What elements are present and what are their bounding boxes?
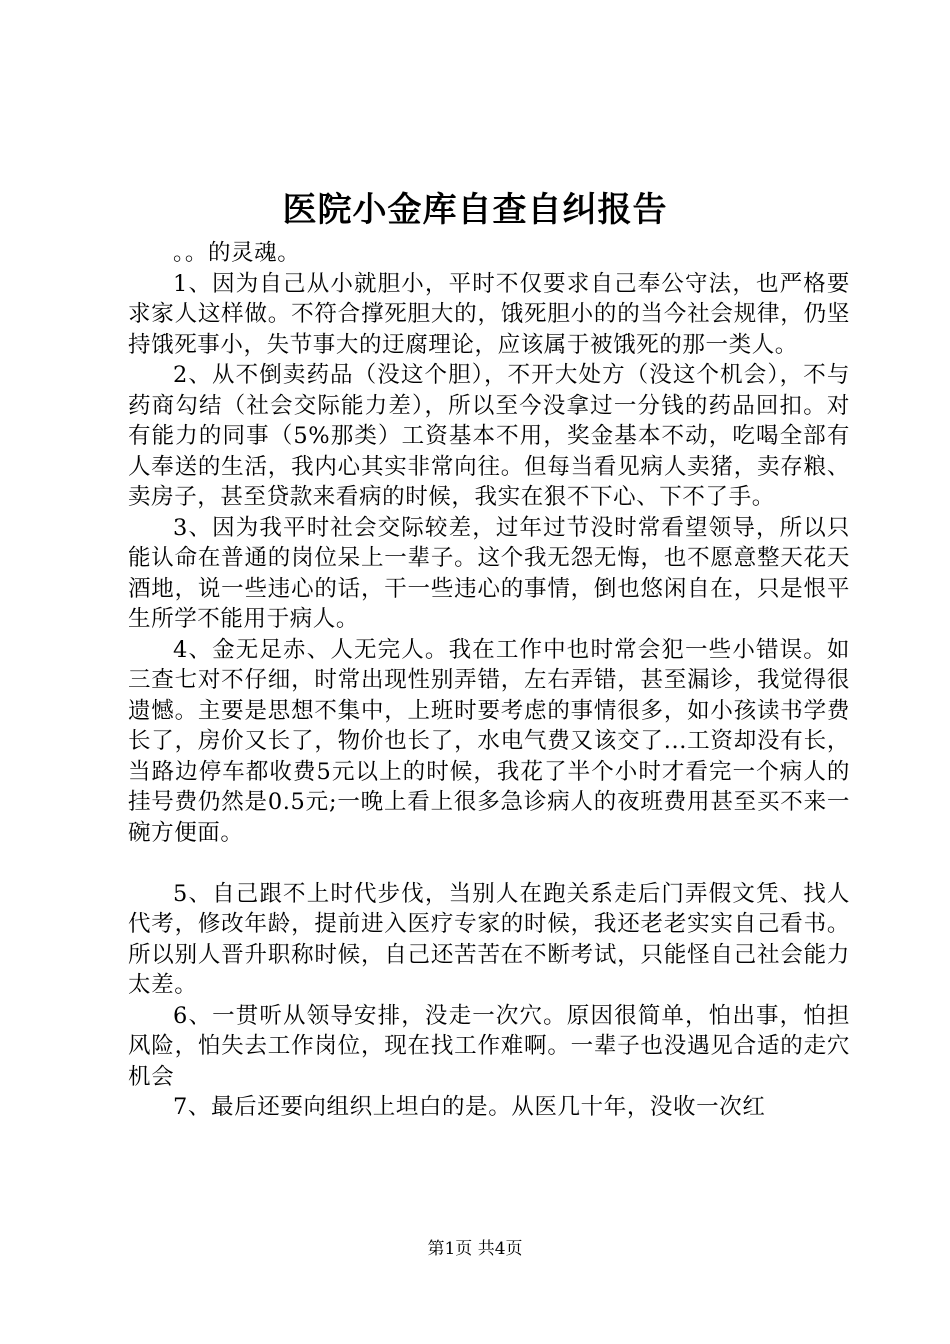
paragraph-3: 3、因为我平时社会交际较差，过年过节没时常看望领导，所以只能认命在普通的岗位呆上一辈子。这个我无怨无悔，也不愿意整天花天酒地，说一些违心的话，干一些违心的事情，倒也悠闲自在，只是恨平生所学不能用于病人。	[128, 514, 850, 632]
page-footer: 第1页 共4页	[427, 1239, 523, 1259]
paragraph-1: 1、因为自己从小就胆小，平时不仅要求自己奉公守法，也严格要求家人这样做。不符合撑死胆大的，饿死胆小的的当今社会规律，仍坚持饿死事小，失节事大的迂腐理论，应该属于被饿死的那一类人。	[128, 270, 850, 358]
document-title: 医院小金库自查自纠报告	[282, 190, 668, 230]
paragraph-2: 2、从不倒卖药品（没这个胆），不开大处方（没这个机会），不与药商勾结（社会交际能力差），所以至今没拿过一分钱的药品回扣。对有能力的同事（5%那类）工资基本不用，奖金基本不动，吃喝全部有人奉送的生活，我内心其实非常向往。但每当看见病人卖猪，卖存粮、卖房子，甚至贷款来看病的时候，我实在狠不下心、下不了手。	[128, 362, 850, 510]
paragraph-4: 4、金无足赤、人无完人。我在工作中也时常会犯一些小错误。如三查七对不仔细，时常出现性别弄错，左右弄错，甚至漏诊，我觉得很遗憾。主要是思想不集中，上班时要考虑的事情很多，如小孩读书学费长了，房价又长了，物价也长了，水电气费又该交了...工资却没有长，当路边停车都收费5元以上的时候，我花了半个小时才看完一个病人的挂号费仍然是0.5元;一晚上看上很多急诊病人的夜班费用甚至买不来一碗方便面。	[128, 636, 850, 846]
paragraph-6: 6、一贯听从领导安排，没走一次穴。原因很简单，怕出事，怕担风险，怕失去工作岗位，现在找工作难啊。一辈子也没遇见合适的走穴机会	[128, 1002, 850, 1090]
paragraph-intro: 。。的灵魂。	[173, 240, 301, 266]
blank-line	[128, 848, 850, 879]
paragraph-7: 7、最后还要向组织上坦白的是。从医几十年，没收一次红	[173, 1094, 766, 1120]
paragraph-5: 5、自己跟不上时代步伐，当别人在跑关系走后门弄假文凭、找人代考，修改年龄，提前进入医疗专家的时候，我还老老实实自己看书。所以别人晋升职称时候，自己还苦苦在不断考试，只能怪自己社会能力太差。	[128, 880, 850, 998]
document-body	[128, 238, 850, 1123]
